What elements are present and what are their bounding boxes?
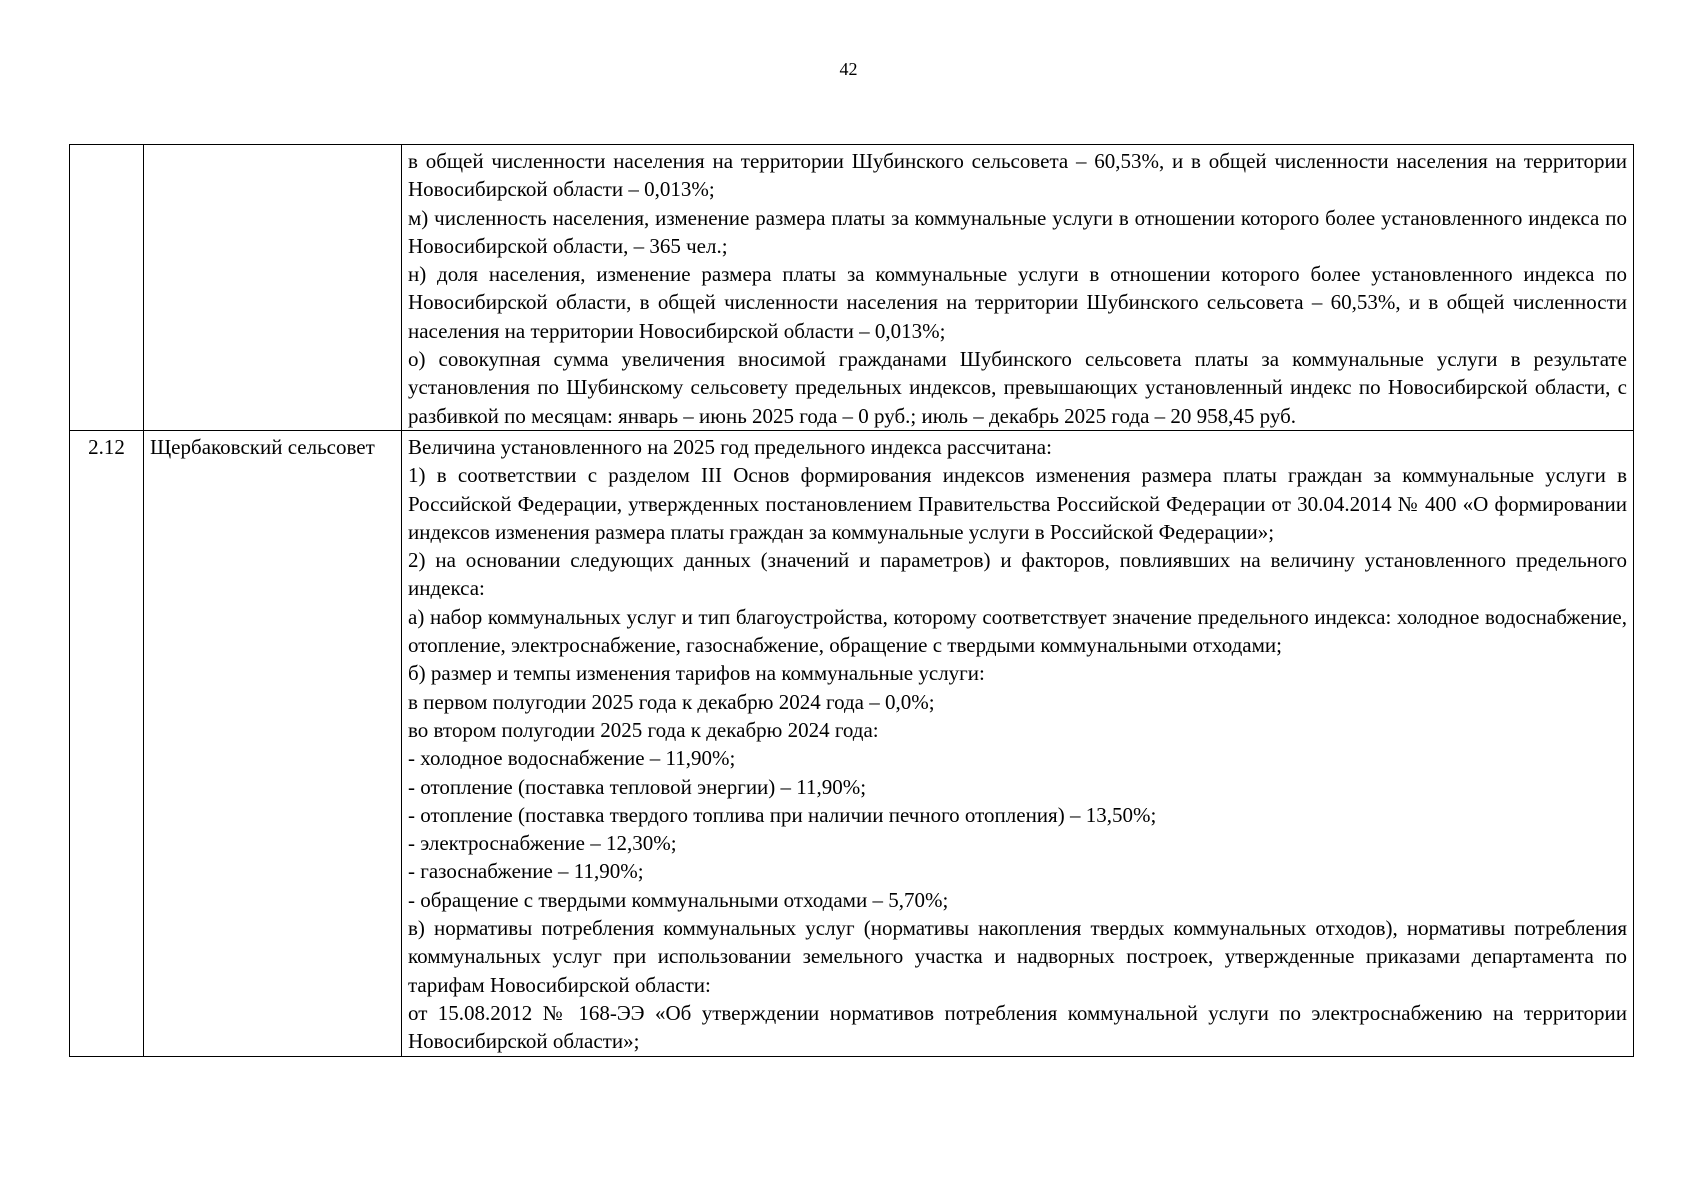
- paragraph: Величина установленного на 2025 год предельного индекса рассчитана:: [408, 434, 1052, 459]
- page-number: 42: [839, 59, 858, 79]
- table-row: [70, 430, 1634, 1056]
- list-item: - холодное водоснабжение – 11,90%;: [408, 746, 736, 771]
- paragraph: б) размер и темпы изменения тарифов на коммунальные услуги:: [408, 661, 985, 686]
- paragraph: н) доля населения, изменение размера платы за коммунальные услуги в отношении которого более установленного индекса по Новосибирской области, в общей численности населения на территории Шубинского сельсовета – 60,53%, и в общей численности населения на территории Новосибирской области – 0,013%;: [408, 262, 1627, 343]
- row-number-cell: 2.12: [70, 430, 144, 1056]
- municipality-name-cell: [144, 145, 402, 431]
- paragraph: в общей численности населения на территории Шубинского сельсовета – 60,53%, и в общей численности населения на территории Новосибирской области – 0,013%;: [408, 149, 1627, 202]
- paragraph: о) совокупная сумма увеличения вносимой гражданами Шубинского сельсовета платы за коммунальные услуги в результате установления по Шубинскому сельсовету предельных индексов, превышающих установленный индекс по Новосибирской области, с разбивкой по месяцам: январь – июнь 2025 года – 0 руб.; июль – декабрь 2025 года – 20 958,45 руб.: [408, 347, 1627, 428]
- paragraph: в) нормативы потребления коммунальных услуг (нормативы накопления твердых коммунальных отходов), нормативы потребления коммунальных услуг при использовании земельного участка и надворных построек, утвержденные приказами департамента по тарифам Новосибирской области:: [408, 916, 1627, 997]
- list-item: - газоснабжение – 11,90%;: [408, 859, 644, 884]
- municipality-name-cell: Щербаковский сельсовет: [144, 430, 402, 1056]
- paragraph: м) численность населения, изменение размера платы за коммунальные услуги в отношении которого более установленного индекса по Новосибирской области, – 365 чел.;: [408, 205, 1627, 258]
- paragraph: от 15.08.2012 № 168-ЭЭ «Об утверждении нормативов потребления коммунальной услуги по электроснабжению на территории Новосибирской области»;: [408, 1000, 1627, 1054]
- list-item: - обращение с твердыми коммунальными отходами – 5,70%;: [408, 887, 949, 912]
- paragraph: в первом полугодии 2025 года к декабрю 2024 года – 0,0%;: [408, 689, 935, 714]
- description-cell: [402, 145, 1634, 431]
- table-row: [70, 145, 1634, 431]
- paragraph: 1) в соответствии с разделом III Основ формирования индексов изменения размера платы граждан за коммунальные услуги в Российской Федерации, утвержденных постановлением Правительства Российской Федерации от 30.04.2014 № 400 «О формировании индексов изменения размера платы граждан за коммунальные услуги в Российской Федерации»;: [408, 463, 1627, 544]
- paragraph: 2) на основании следующих данных (значений и параметров) и факторов, повлиявших на величину установленного предельного индекса:: [408, 548, 1627, 601]
- list-item: - электроснабжение – 12,30%;: [408, 831, 677, 856]
- list-item: - отопление (поставка твердого топлива при наличии печного отопления) – 13,50%;: [408, 802, 1157, 827]
- row-number-cell: [70, 145, 144, 431]
- paragraph: а) набор коммунальных услуг и тип благоустройства, которому соответствует значение предельного индекса: холодное водоснабжение, отопление, электроснабжение, газоснабжение, обращение с твердыми коммунальными отходами;: [408, 604, 1627, 658]
- document-table: [69, 144, 1634, 1057]
- paragraph: во втором полугодии 2025 года к декабрю 2024 года:: [408, 717, 879, 742]
- list-item: - отопление (поставка тепловой энергии) – 11,90%;: [408, 774, 867, 799]
- description-cell: [402, 430, 1634, 1056]
